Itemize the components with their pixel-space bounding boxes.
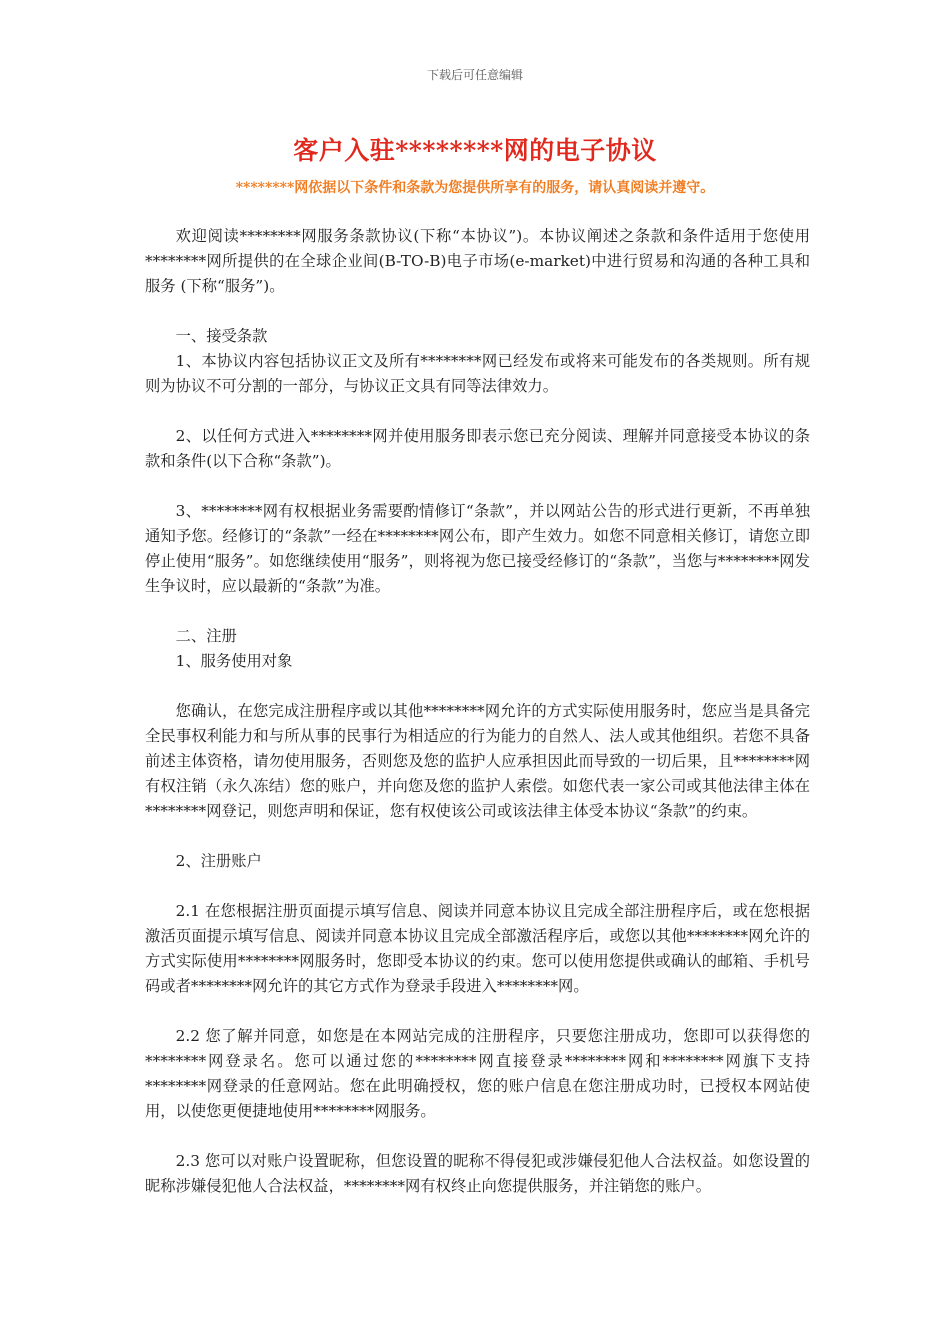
- clause-2-2-3: 2.3 您可以对账户设置昵称，但您设置的昵称不得侵犯或涉嫌侵犯他人合法权益。如您设置的昵称涉嫌侵犯他人合法权益，********网有权终止向您提供服务，并注销您的账户。: [145, 1152, 810, 1195]
- subheading-register-account: 2、注册账户: [175, 852, 262, 870]
- clause-2-1-body: 您确认，在您完成注册程序或以其他********网允许的方式实际使用服务时，您应当是具备完全民事权利能力和与所从事的民事行为相适应的行为能力的自然人、法人或其他组织。若您不具备前述主体资格，请勿使用服务，否则您及您的监护人应承担因此而导致的一切后果，且********网有权注销（永久冻结）您的账户，并向您及您的监护人索偿。如您代表一家公司或其他法律主体在********网登记，则您声明和保证，您有权使该公司或该法律主体受本协议“条款”的约束。: [145, 702, 810, 820]
- paragraph-gap: [145, 674, 810, 699]
- intro-paragraph: 欢迎阅读********网服务条款协议(下称“本协议”)。本协议阐述之条款和条件适用于您使用********网所提供的在全球企业间(B-TO-B)电子市场(e-market)中进行贸易和沟通的各种工具和服务 (下称“服务”)。: [145, 227, 810, 295]
- clause-1-1: 1、本协议内容包括协议正文及所有********网已经发布或将来可能发布的各类规则。所有规则为协议不可分割的一部分，与协议正文具有同等法律效力。: [145, 352, 810, 395]
- paragraph-gap: [145, 824, 810, 849]
- section-heading-accept: 一、接受条款: [175, 327, 268, 345]
- clause-1-2: 2、以任何方式进入********网并使用服务即表示您已充分阅读、理解并同意接受本协议的条款和条件(以下合称“条款”)。: [145, 427, 810, 470]
- clause-1-3: 3、********网有权根据业务需要酌情修订“条款”，并以网站公告的形式进行更新，不再单独通知予您。经修订的“条款”一经在********网公布，即产生效力。如您不同意相关修订，请您立即停止使用“服务”。如您继续使用“服务”，则将视为您已接受经修订的“条款”，当您与********网发生争议时，应以最新的“条款”为准。: [145, 502, 810, 595]
- paragraph-gap: [145, 999, 810, 1024]
- document-body: [145, 224, 810, 1199]
- paragraph-gap: [145, 874, 810, 899]
- clause-2-2-1: 2.1 在您根据注册页面提示填写信息、阅读并同意本协议且完成全部注册程序后，或在您根据激活页面提示填写信息、阅读并同意本协议且完成全部激活程序后，或您以其他********网允许的方式实际使用********网服务时，您即受本协议的约束。您可以使用您提供或确认的邮箱、手机号码或者********网允许的其它方式作为登录手段进入********网。: [145, 902, 810, 995]
- paragraph-gap: [145, 599, 810, 624]
- paragraph-gap: [145, 474, 810, 499]
- paragraph-gap: [145, 1124, 810, 1149]
- document-subtitle: ********网依据以下条件和条款为您提供所享有的服务，请认真阅读并遵守。: [235, 180, 715, 196]
- paragraph-gap: [145, 399, 810, 424]
- page-header: 下载后可任意编辑: [426, 68, 523, 82]
- subheading-service-users: 1、服务使用对象: [175, 652, 293, 670]
- paragraph-gap: [145, 299, 810, 324]
- document-title: 客户入驻********网的电子协议: [293, 136, 657, 165]
- clause-2-2-2: 2.2 您了解并同意，如您是在本网站完成的注册程序，只要您注册成功，您即可以获得您的********网登录名。您可以通过您的********网直接登录********网和********网旗下支持********网登录的任意网站。您在此明确授权，您的账户信息在您注册成功时，已授权本网站使用，以使您更便捷地使用********网服务。: [145, 1027, 810, 1120]
- section-heading-register: 二、注册: [175, 627, 237, 645]
